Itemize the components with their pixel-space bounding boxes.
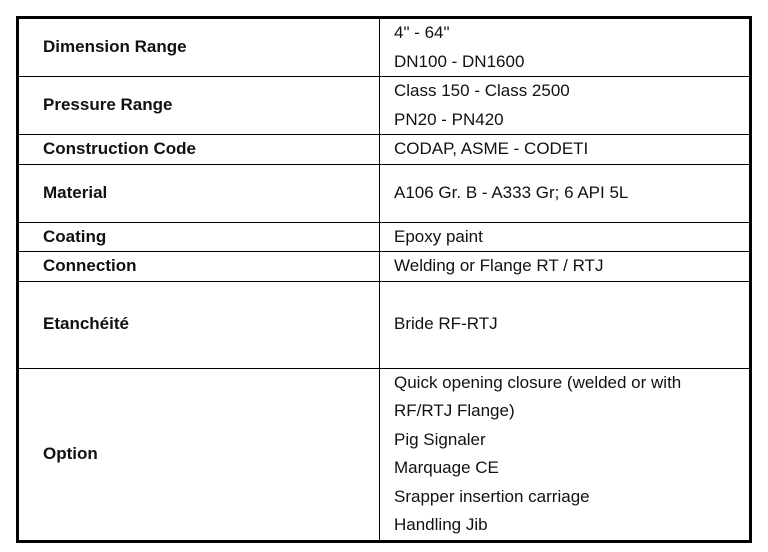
spec-table [16, 16, 752, 543]
value-line: Class 150 - Class 2500 [394, 81, 570, 100]
table-row-option [18, 368, 751, 541]
row-label: Material [18, 164, 380, 222]
value-line: Pig Signaler [394, 429, 486, 449]
row-label: Connection [18, 252, 380, 282]
value-line: PN20 - PN420 [394, 109, 504, 129]
row-value [380, 252, 751, 282]
row-value [380, 368, 751, 541]
table-row-construction-code [18, 135, 751, 165]
value-line: RF/RTJ Flange) [394, 401, 515, 420]
value-line: Srapper insertion carriage [394, 486, 590, 506]
row-label: Etanchéité [18, 281, 380, 368]
row-value [380, 164, 751, 222]
row-label: Construction Code [18, 135, 380, 165]
value-line: A106 Gr. B - A333 Gr; 6 API 5L [394, 182, 629, 202]
value-line: 4" - 64" [394, 23, 450, 42]
value-line: Bride RF-RTJ [394, 314, 498, 334]
table-row-material [18, 164, 751, 222]
value-line: Handling Jib [394, 515, 488, 534]
row-label: Pressure Range [18, 77, 380, 135]
value-line: Marquage CE [394, 458, 499, 477]
table-row-dimension-range [18, 18, 751, 77]
table-row-coating [18, 222, 751, 252]
row-label: Option [18, 368, 380, 541]
row-value [380, 281, 751, 368]
row-label: Coating [18, 222, 380, 252]
row-value [380, 222, 751, 252]
table-row-connection [18, 252, 751, 282]
value-line: Welding or Flange RT / RTJ [394, 256, 604, 275]
value-line: Epoxy paint [394, 226, 483, 246]
row-value [380, 18, 751, 77]
value-line: DN100 - DN1600 [394, 51, 525, 71]
row-label: Dimension Range [18, 18, 380, 77]
table-row-pressure-range [18, 77, 751, 135]
row-value [380, 77, 751, 135]
row-value [380, 135, 751, 165]
value-line: Quick opening closure (welded or with [394, 372, 682, 392]
value-line: CODAP, ASME - CODETI [394, 139, 589, 158]
table-row-etancheite [18, 281, 751, 368]
